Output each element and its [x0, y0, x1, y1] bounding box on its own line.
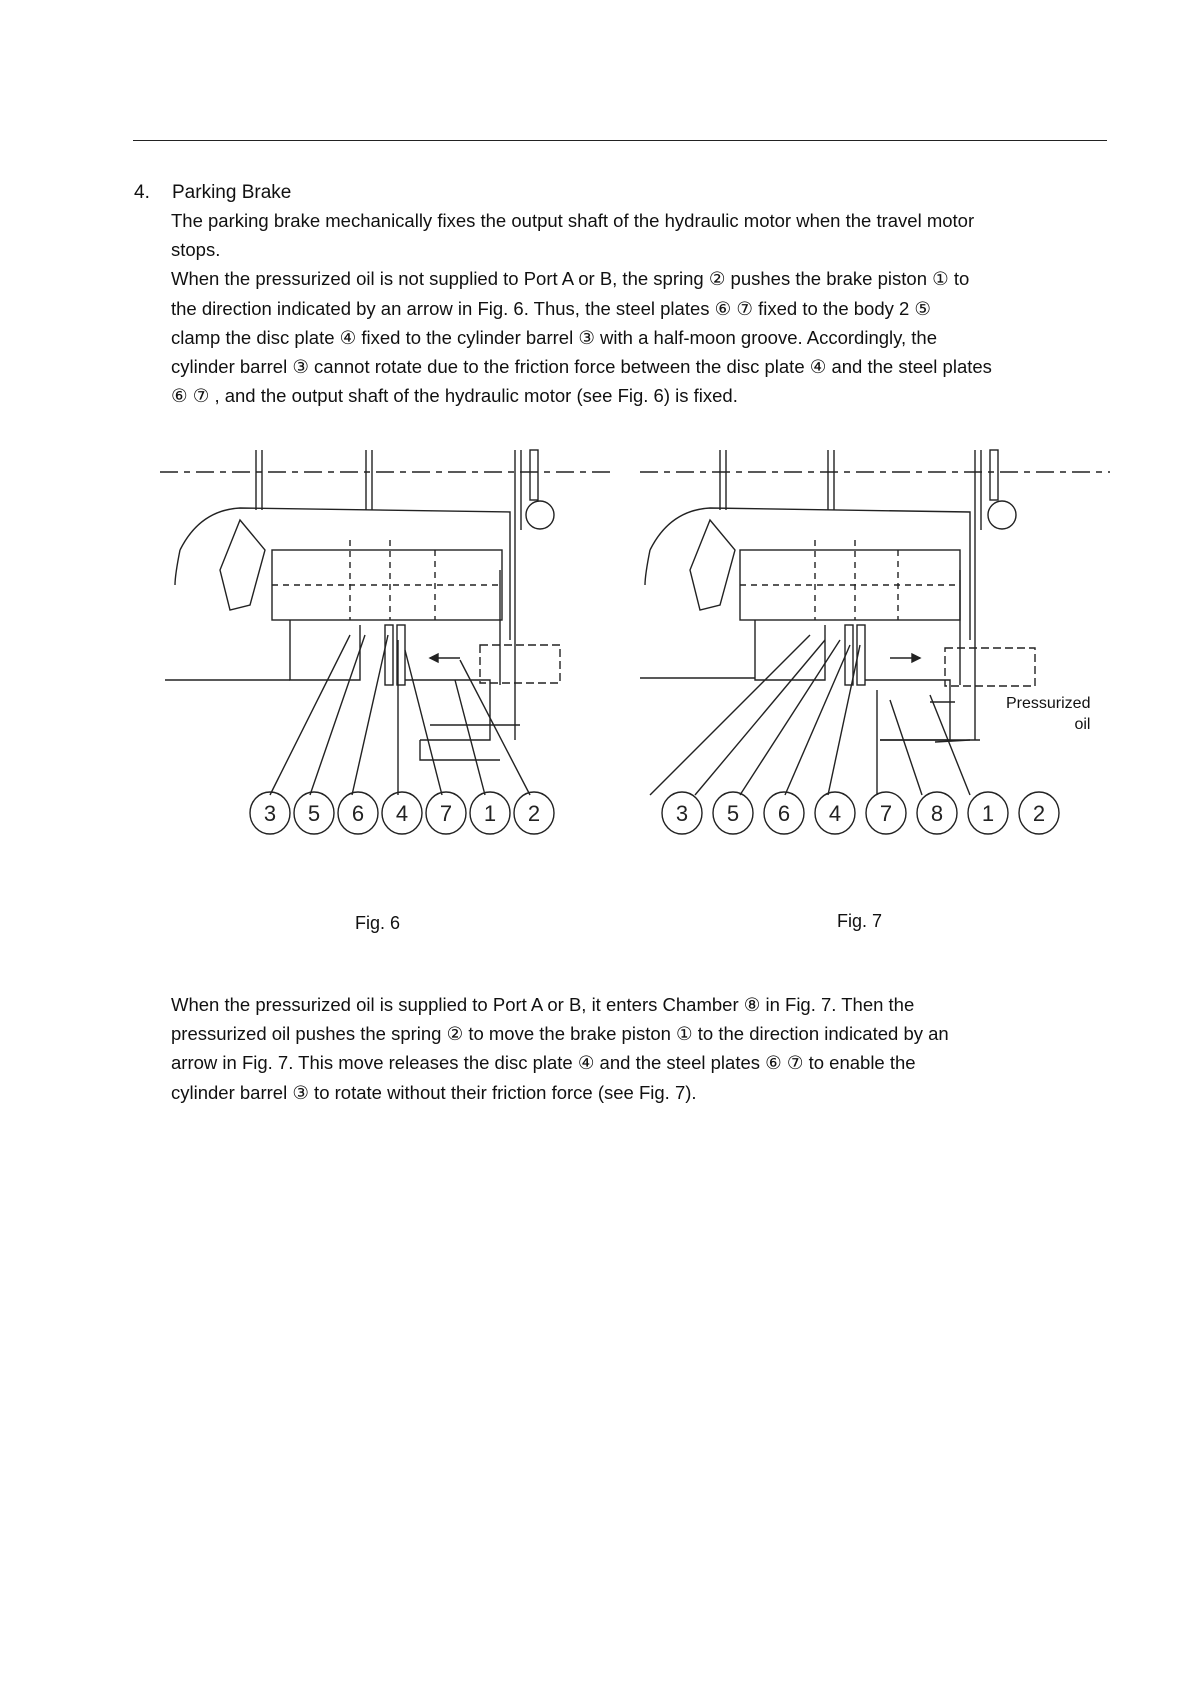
fig6-diagram — [160, 440, 610, 900]
callout-number: 2 — [1032, 801, 1046, 826]
fig7-caption: Fig. 7 — [837, 911, 883, 931]
paragraph-parking-brake — [171, 206, 1121, 410]
callout-number: 7 — [439, 801, 453, 826]
callout-number: 2 — [527, 801, 541, 826]
callout-number: 3 — [675, 801, 689, 826]
text-line: ⑥ ⑦ , and the output shaft of the hydraulic motor (see Fig. 6) is fixed. — [171, 385, 738, 407]
callout-number: 5 — [726, 801, 740, 826]
text-line: clamp the disc plate ④ fixed to the cylinder barrel ③ with a half-moon groove. Accordingly, the — [171, 326, 938, 348]
fig7-diagram — [640, 440, 1110, 900]
text-line: arrow in Fig. 7. This move releases the disc plate ④ and the steel plates ⑥ ⑦ to enable the — [171, 1052, 916, 1074]
text-line: stops. — [171, 239, 221, 261]
text-line: cylinder barrel ③ to rotate without their friction force (see Fig. 7). — [171, 1081, 697, 1103]
text-line: When the pressurized oil is supplied to Port A or B, it enters Chamber ⑧ in Fig. 7. Then the — [171, 994, 915, 1015]
section-heading — [134, 182, 291, 204]
callout-number: 8 — [930, 801, 944, 826]
callout-number: 7 — [879, 801, 893, 826]
pressurized-oil-label — [1006, 693, 1090, 735]
paragraph-release — [171, 990, 1121, 1107]
header-rule — [133, 140, 1107, 141]
text-line: cylinder barrel ③ cannot rotate due to the friction force between the disc plate ④ and the steel plates — [171, 356, 992, 378]
section-number: 4. — [134, 182, 150, 203]
label-line: Pressurized — [1006, 695, 1091, 712]
callout-number: 4 — [828, 801, 842, 826]
callout-number: 5 — [307, 801, 321, 826]
callout-number: 6 — [351, 801, 365, 826]
callout-number: 4 — [395, 801, 409, 826]
text-line: the direction indicated by an arrow in Fig. 6. Thus, the steel plates ⑥ ⑦ fixed to the body 2 ⑤ — [171, 297, 932, 319]
callout-number: 1 — [981, 801, 995, 826]
fig6-caption: Fig. 6 — [355, 913, 401, 933]
text-line: pressurized oil pushes the spring ② to move the brake piston ① to the direction indicated by an — [171, 1023, 949, 1045]
callout-number: 3 — [263, 801, 277, 826]
label-line: oil — [1074, 716, 1091, 733]
section-title: Parking Brake — [172, 182, 292, 203]
callout-number: 1 — [483, 801, 497, 826]
text-line: When the pressurized oil is not supplied to Port A or B, the spring ② pushes the brake piston ① to — [171, 268, 970, 290]
text-line: The parking brake mechanically fixes the output shaft of the hydraulic motor when the travel motor — [171, 210, 975, 231]
callout-number: 6 — [777, 801, 791, 826]
